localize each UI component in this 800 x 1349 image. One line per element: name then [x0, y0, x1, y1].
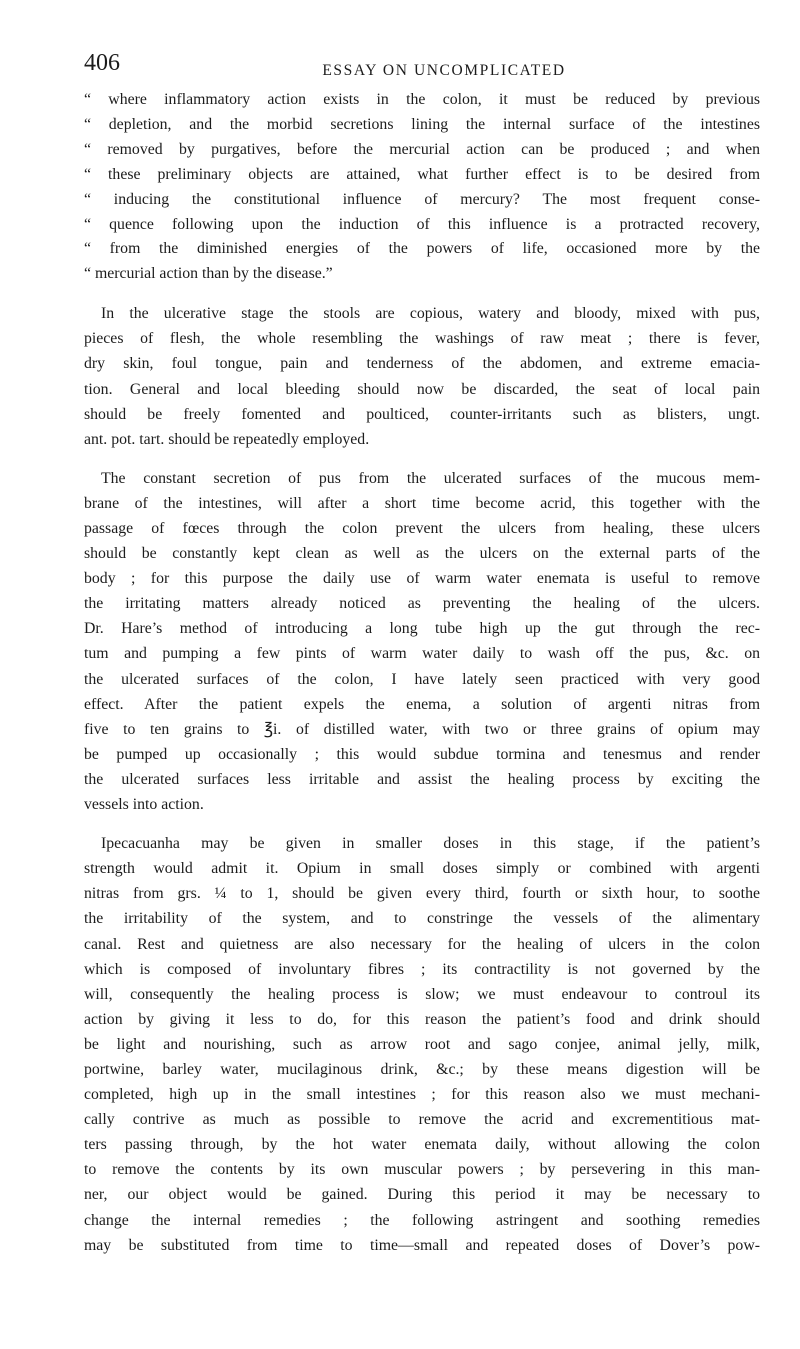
page-number: 406 [84, 50, 120, 76]
text-line: nitras from grs. ¼ to 1, should be given every third, fourth or sixth hour, to soothe [84, 885, 760, 903]
text-line: the irritating matters already noticed as preventing the healing of the ulcers. [84, 595, 760, 613]
text-line: portwine, barley water, mucilaginous drink, &c.; by these means digestion will be [84, 1060, 760, 1078]
text-line: which is composed of involuntary fibres ; its contractility is not governed by the [84, 960, 760, 978]
text-line: should be freely fomented and poulticed, counter-irritants such as blisters, ungt. [84, 405, 760, 423]
body-text [84, 301, 760, 1257]
quote-line: “ these preliminary objects are attained, what further effect is to be desired from [84, 165, 760, 183]
text-line: ant. pot. tart. should be repeatedly employed. [84, 430, 370, 448]
text-line: passage of fœces through the colon prevent the ulcers from healing, these ulcers [84, 520, 760, 537]
text-line: The constant secretion of pus from the ulcerated surfaces of the mucous mem- [101, 469, 760, 487]
text-line: cally contrive as much as possible to remove the acrid and excrementitious mat- [84, 1111, 760, 1129]
text-line: the ulcerated surfaces of the colon, I have lately seen practiced with very good [84, 670, 760, 688]
text-line: five to ten grains to ℥i. of distilled water, with two or three grains of opium may [84, 720, 760, 738]
text-line: canal. Rest and quietness are also necessary for the healing of ulcers in the colon [84, 935, 760, 953]
quotation-block [84, 88, 760, 287]
text-line: ner, our object would be gained. During this period it may be necessary to [84, 1186, 760, 1204]
text-line: pieces of flesh, the whole resembling the washings of raw meat ; there is fever, [84, 330, 760, 348]
quote-line: “ quence following upon the induction of this influence is a protracted recovery, [84, 215, 760, 233]
text-line: change the internal remedies ; the following astringent and soothing remedies [84, 1211, 760, 1229]
text-line: vessels into action. [84, 796, 204, 814]
quote-line: “ depletion, and the morbid secretions lining the internal surface of the intestines [84, 115, 760, 133]
text-line: should be constantly kept clean as well as the ulcers on the external parts of the [84, 545, 760, 563]
paragraph [84, 466, 760, 817]
text-line: brane of the intestines, will after a short time become acrid, this together with the [84, 494, 760, 512]
text-line: dry skin, foul tongue, pain and tenderness of the abdomen, and extreme emacia- [84, 355, 760, 373]
text-line: the irritability of the system, and to constringe the vessels of the alimentary [84, 910, 760, 928]
text-line: Dr. Hare’s method of introducing a long tube high up the gut through the rec- [84, 620, 760, 638]
text-line: to remove the contents by its own muscular powers ; by persevering in this man- [84, 1161, 760, 1179]
quote-line: “ mercurial action than by the disease.” [84, 265, 333, 283]
text-line: tion. General and local bleeding should now be discarded, the seat of local pain [84, 380, 760, 398]
paragraph [84, 831, 760, 1258]
text-line: strength would admit it. Opium in small doses simply or combined with argenti [84, 860, 760, 878]
text-line: Ipecacuanha may be given in smaller doses in this stage, if the patient’s [101, 835, 760, 853]
quote-line: “ where inflammatory action exists in the colon, it must be reduced by previous [84, 91, 760, 108]
text-line: action by giving it less to do, for this reason the patient’s food and drink should [84, 1010, 760, 1028]
text-line: will, consequently the healing process is slow; we must endeavour to controul its [84, 985, 760, 1003]
quote-line: “ inducing the constitutional influence of mercury? The most frequent conse- [84, 190, 760, 208]
quote-line: “ from the diminished energies of the powers of life, occasioned more by the [84, 240, 760, 258]
paragraph [84, 301, 760, 452]
text-line: tum and pumping a few pints of warm water daily to wash off the pus, &c. on [84, 645, 760, 663]
quote-line: “ removed by purgatives, before the mercurial action can be produced ; and when [84, 140, 760, 158]
text-line: be pumped up occasionally ; this would subdue tormina and tenesmus and render [84, 745, 760, 763]
text-line: body ; for this purpose the daily use of warm water enemata is useful to remove [84, 570, 760, 588]
text-line: may be substituted from time to time—small and repeated doses of Dover’s pow- [84, 1236, 760, 1254]
text-line: In the ulcerative stage the stools are copious, watery and bloody, mixed with pus, [101, 305, 760, 323]
text-line: effect. After the patient expels the enema, a solution of argenti nitras from [84, 695, 760, 713]
text-line: completed, high up in the small intestines ; for this reason also we must mechani- [84, 1086, 760, 1104]
page-header [84, 50, 760, 84]
text-line: ters passing through, by the hot water enemata daily, without allowing the colon [84, 1136, 760, 1154]
text-line: be light and nourishing, such as arrow root and sago conjee, animal jelly, milk, [84, 1035, 760, 1053]
running-head: ESSAY ON UNCOMPLICATED [322, 62, 566, 79]
text-line: the ulcerated surfaces less irritable and assist the healing process by exciting the [84, 770, 760, 788]
